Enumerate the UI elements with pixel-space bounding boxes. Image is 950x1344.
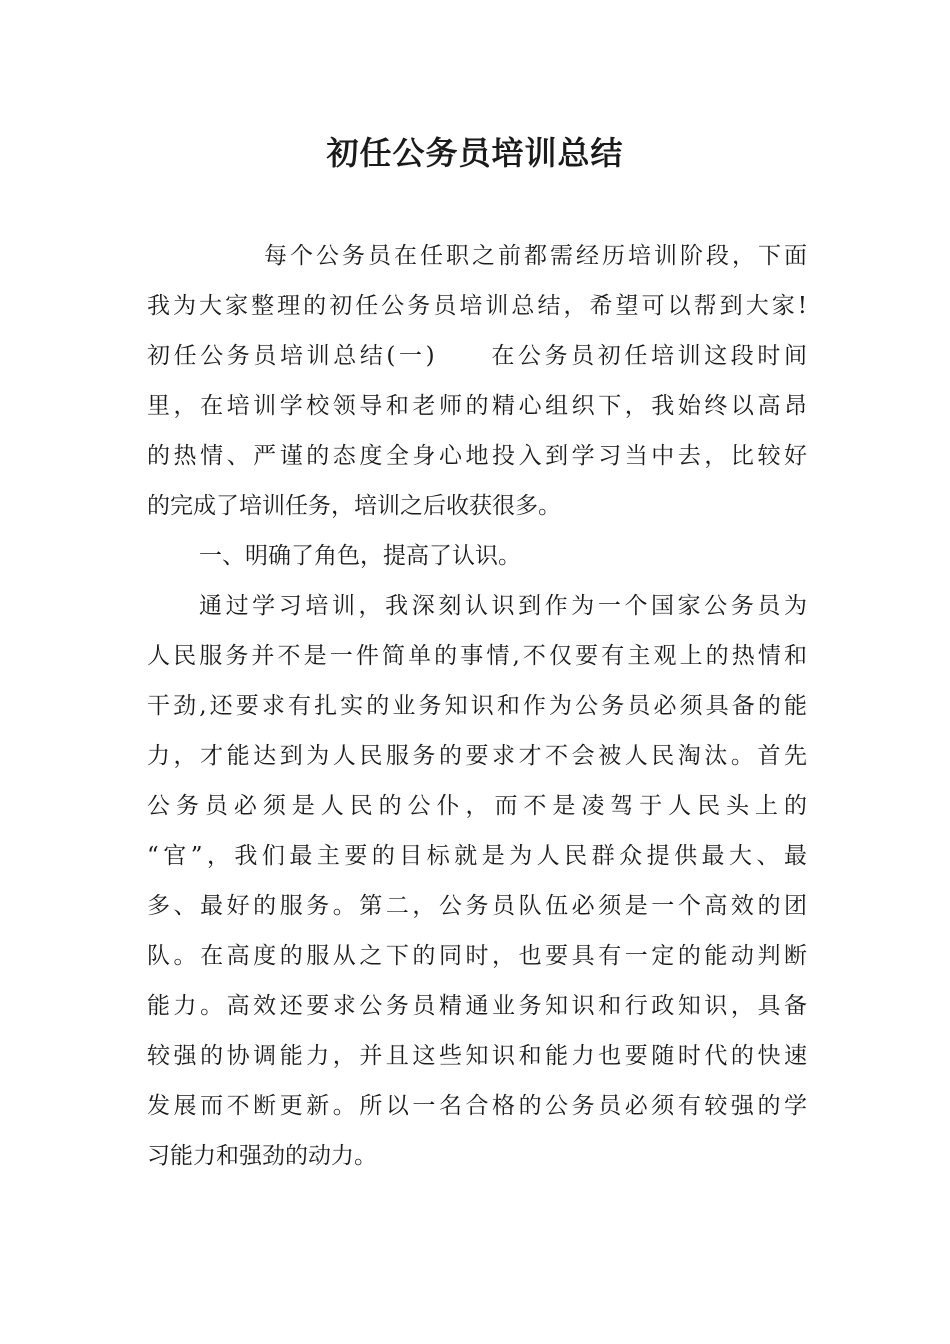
document-title: 初任公务员培训总结 (326, 134, 624, 172)
paragraph-line: 里，在培训学校领导和老师的精心组织下，我始终以高昂 (147, 393, 807, 419)
paragraph-line: 公务员必须是人民的公仆，而不是凌驾于人民头上的 (147, 793, 807, 819)
paragraph-line: 我为大家整理的初任公务员培训总结，希望可以帮到大家! (147, 293, 807, 319)
paragraph-line: 的热情、严谨的态度全身心地投入到学习当中去，比较好 (147, 443, 807, 469)
paragraph-line: 能力。高效还要求公务员精通业务知识和行政知识，具备 (147, 993, 807, 1019)
paragraph-line: 每个公务员在任职之前都需经历培训阶段，下面 (264, 243, 807, 269)
paragraph-line: 通过学习培训，我深刻认识到作为一个国家公务员为 (199, 593, 807, 619)
paragraph-line: “官”，我们最主要的目标就是为人民群众提供最大、最 (147, 843, 807, 869)
paragraph-line: 习能力和强劲的动力。 (147, 1143, 377, 1169)
paragraph-line: 发展而不断更新。所以一名合格的公务员必须有较强的学 (147, 1093, 807, 1119)
paragraph-line: 初任公务员培训总结(一) 在公务员初任培训这段时间 (147, 343, 807, 369)
paragraph-line: 的完成了培训任务，培训之后收获很多。 (147, 493, 561, 519)
section-heading: 一、明确了角色，提高了认识。 (199, 543, 521, 569)
paragraph-line: 干劲,还要求有扎实的业务知识和作为公务员必须具备的能 (147, 693, 807, 719)
paragraph-line: 多、最好的服务。第二，公务员队伍必须是一个高效的团 (147, 893, 807, 919)
paragraph-line: 较强的协调能力，并且这些知识和能力也要随时代的快速 (147, 1043, 807, 1069)
paragraph-line: 人民服务并不是一件简单的事情,不仅要有主观上的热情和 (147, 643, 807, 669)
paragraph-line: 队。在高度的服从之下的同时，也要具有一定的能动判断 (147, 943, 807, 969)
paragraph-line: 力，才能达到为人民服务的要求才不会被人民淘汰。首先 (147, 743, 807, 769)
